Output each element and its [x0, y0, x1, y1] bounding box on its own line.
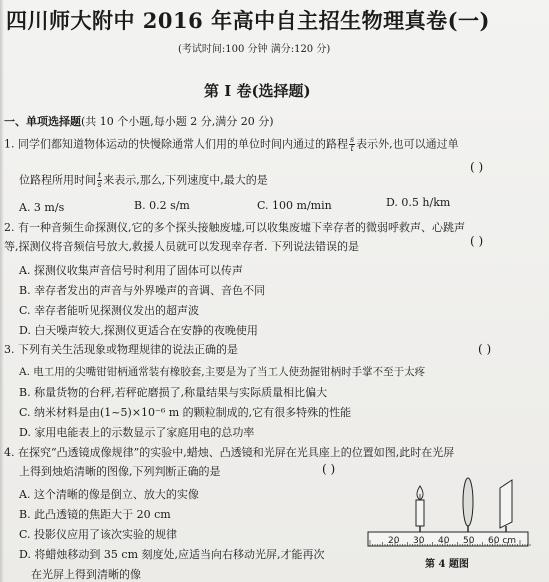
q4-line1: 4. 在探究“凸透镜成像规律”的实验中,蜡烛、凸透镜和光屏在光具座上的位置如图,此时在光屏 [4, 446, 455, 459]
q1-fraction-t-over-s [97, 172, 102, 189]
q1-answer-blank: ( ) [470, 160, 484, 174]
q1-text-c: 位路程所用时间 [19, 173, 96, 187]
scale-label-20: 20 [388, 536, 400, 546]
convex-lens [463, 478, 473, 526]
q1-text-b: 表示外,也可以通过单 [356, 137, 459, 151]
q1-option-d: D. 0.5 h/km [386, 196, 451, 209]
scale-label-60: 60 cm [488, 536, 517, 546]
q1-option-a: A. 3 m/s [19, 201, 65, 214]
exam-info: (考试时间:100 分钟 满分:120 分) [178, 44, 331, 55]
section-label: 一、单项选择题 [4, 115, 81, 128]
q2-option-a: A. 探测仪收集声音信号时利用了固体可以传声 [19, 264, 243, 277]
q2-answer-blank: ( ) [470, 234, 484, 248]
q1-option-c: C. 100 m/min [257, 199, 332, 212]
q1-line2 [19, 172, 268, 189]
q3-line1: 3. 下列有关生活现象或物理规律的说法正确的是 [4, 343, 238, 356]
q1-text-a: 1. 同学们都知道物体运动的快慢除通常人们用的单位时间内通过的路程 [4, 137, 348, 151]
section-description [4, 113, 274, 129]
q2-option-c: C. 幸存者能听见探测仪发出的超声波 [19, 304, 200, 317]
candle-body [416, 500, 424, 526]
figure-caption: 第 4 题图 [425, 559, 469, 570]
frac-numerator: s [350, 135, 355, 144]
page-edge-shadow [0, 0, 4, 582]
q3-answer-blank: ( ) [478, 342, 492, 356]
optical-bench-figure [362, 470, 532, 562]
scale-label-30: 30 [413, 536, 425, 546]
section-rules: (共 10 个小题,每小题 2 分,满分 20 分) [81, 115, 274, 128]
frac-numerator: t [98, 171, 102, 180]
scale-label-40: 40 [438, 536, 450, 546]
q1-fraction-s-over-t [349, 136, 355, 153]
q3-option-d: D. 家用电能表上的示数显示了家庭用电的总功率 [19, 426, 255, 439]
q4-option-d-continued: 在光屏上得到清晰的像 [31, 568, 141, 581]
q4-option-b: B. 此凸透镜的焦距大于 20 cm [19, 508, 171, 521]
q4-line2: 上得到烛焰清晰的图像,下列判断正确的是 [19, 465, 221, 478]
q2-option-b: B. 幸存者发出的声音与外界噪声的音调、音色不同 [19, 284, 266, 297]
q1-text-d: 来表示,那么,下列速度中,最大的是 [103, 173, 268, 187]
scale-label-50: 50 [463, 536, 475, 546]
q4-option-d: D. 将蜡烛移动到 35 cm 刻度处,应适当向右移动光屏,才能再次 [19, 548, 325, 561]
q1-line1 [4, 136, 459, 153]
q4-option-a: A. 这个清晰的像是倒立、放大的实像 [19, 488, 199, 501]
page-title: 四川师大附中 2016 年高中自主招生物理真卷(一) [6, 8, 490, 33]
section-title: 第 I 卷(选择题) [204, 82, 311, 100]
q2-line2: 等,探测仪将音频信号放大,救援人员就可以发现幸存者. 下列说法错误的是 [4, 240, 359, 253]
q2-option-d: D. 白天噪声较大,探测仪更适合在安静的夜晚使用 [19, 324, 258, 337]
q3-option-a: A. 电工用的尖嘴钳钳柄通常装有橡胶套,主要是为了当工人使劲握钳柄时手掌不至于太疼 [19, 366, 426, 378]
q1-option-b: B. 0.2 s/m [134, 199, 190, 212]
light-screen [500, 480, 512, 528]
q4-option-c: C. 投影仪应用了该次实验的规律 [19, 528, 178, 541]
q3-option-b: B. 称量货物的台秤,若秤砣磨损了,称量结果与实际质量相比偏大 [19, 386, 328, 399]
q3-option-c: C. 纳米材料是由(1~5)×10⁻⁶ m 的颗粒制成的,它有很多特殊的性能 [19, 406, 352, 419]
optical-bench-diagram [362, 470, 532, 558]
q4-answer-blank: ( ) [322, 462, 336, 476]
frac-denominator: s [97, 180, 102, 189]
frac-denominator: t [350, 144, 354, 153]
q2-line1: 2. 有一种音频生命探测仪,它的多个探头接触废墟,可以收集废墟下幸存者的微弱呼救声、心跳声 [4, 221, 465, 234]
